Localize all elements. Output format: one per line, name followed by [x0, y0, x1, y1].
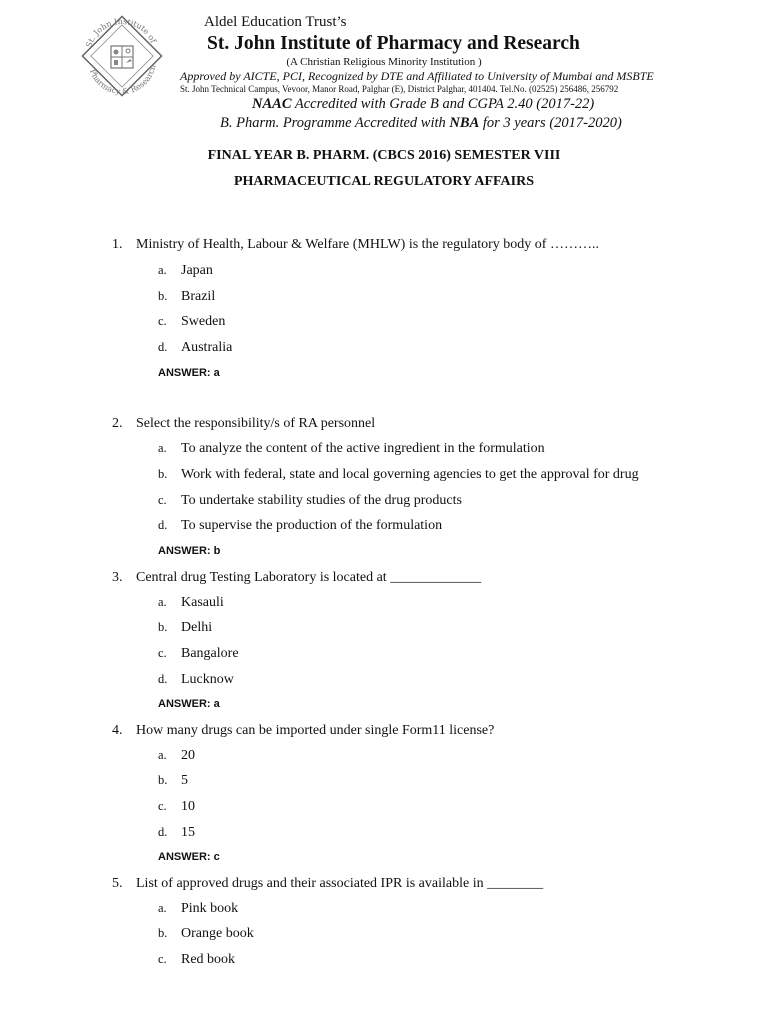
answer-1: ANSWER: a [158, 367, 220, 379]
answer-3: ANSWER: a [158, 698, 220, 710]
question-number: 2. [112, 416, 123, 431]
option-text: To analyze the content of the active ingredient in the formulation [181, 441, 545, 456]
minority-status: (A Christian Religious Minority Institution ) [286, 56, 482, 68]
option-letter: d. [158, 825, 168, 839]
option-text: Pink book [181, 901, 239, 916]
option-5c [158, 952, 235, 968]
question-3 [112, 570, 481, 586]
option-1c [158, 314, 225, 330]
nba-accreditation [220, 115, 622, 132]
option-text: Kasauli [181, 595, 224, 610]
option-2a [158, 441, 545, 457]
question-number: 4. [112, 723, 123, 738]
option-2c [158, 493, 462, 509]
option-letter: a. [158, 595, 167, 609]
question-number: 3. [112, 570, 123, 585]
answer-2: ANSWER: b [158, 545, 221, 557]
option-5b [158, 926, 254, 942]
option-letter: a. [158, 263, 167, 277]
option-letter: b. [158, 289, 168, 303]
option-letter: b. [158, 773, 168, 787]
question-text: List of approved drugs and their associated IPR is available in ________ [136, 876, 544, 891]
nba-label: NBA [449, 115, 480, 131]
question-2 [112, 416, 375, 432]
option-letter: a. [158, 901, 167, 915]
institute-name: St. John Institute of Pharmacy and Research [207, 33, 580, 54]
option-letter: d. [158, 672, 168, 686]
option-text: Brazil [181, 289, 216, 304]
option-text: Japan [181, 263, 213, 278]
option-text: 10 [181, 799, 195, 814]
exam-title: FINAL YEAR B. PHARM. (CBCS 2016) SEMESTER VIII [207, 148, 561, 163]
approval-line: Approved by AICTE, PCI, Recognized by DTE and Affiliated to University of Mumbai and MSBTE [180, 69, 654, 83]
naac-label: NAAC [252, 96, 292, 112]
option-letter: c. [158, 493, 167, 507]
question-text: Ministry of Health, Labour & Welfare (MHLW) is the regulatory body of ……….. [136, 237, 599, 252]
option-text: Work with federal, state and local governing agencies to get the approval for drug [181, 467, 639, 482]
subject-title: PHARMACEUTICAL REGULATORY AFFAIRS [233, 174, 534, 189]
option-text: Australia [181, 340, 233, 355]
option-letter: c. [158, 952, 167, 966]
option-3c [158, 646, 239, 662]
trust-name: Aldel Education Trust’s [204, 14, 347, 30]
option-text: 5 [181, 773, 188, 788]
question-5 [112, 876, 543, 892]
option-letter: a. [158, 748, 167, 762]
option-4c [158, 799, 195, 815]
question-4 [112, 723, 494, 739]
option-text: Red book [181, 952, 236, 967]
option-letter: b. [158, 926, 168, 940]
option-letter: c. [158, 799, 167, 813]
svg-text:Pharmacy & Research: Pharmacy & Research [87, 63, 158, 97]
option-text: Bangalore [181, 646, 239, 661]
option-3d [158, 672, 234, 688]
question-number: 1. [112, 237, 123, 252]
option-text: Sweden [181, 314, 226, 329]
question-text: Central drug Testing Laboratory is located at _____________ [136, 570, 482, 585]
option-3b [158, 620, 212, 636]
question-text: How many drugs can be imported under single Form11 license? [136, 723, 495, 738]
option-text: 15 [181, 825, 195, 840]
option-1a [158, 263, 213, 279]
option-text: To supervise the production of the formulation [181, 518, 443, 533]
option-2b [158, 467, 639, 483]
option-letter: b. [158, 620, 168, 634]
answer-4: ANSWER: c [158, 851, 220, 863]
question-text: Select the responsibility/s of RA personnel [136, 416, 376, 431]
question-number: 5. [112, 876, 123, 891]
option-letter: b. [158, 467, 168, 481]
nba-text-pre: B. Pharm. Programme Accredited with [220, 115, 450, 131]
option-1d [158, 340, 232, 356]
question-1 [112, 237, 599, 253]
option-1b [158, 289, 215, 305]
nba-text-post: for 3 years (2017-2020) [479, 115, 622, 131]
option-letter: d. [158, 340, 168, 354]
option-text: To undertake stability studies of the drug products [181, 493, 462, 508]
option-4b [158, 773, 188, 789]
address-line: St. John Technical Campus, Vevoor, Manor Road, Palghar (E), District Palghar, 401404. Tel.No. (02525) 256486, 256792 [180, 84, 619, 94]
naac-accreditation [252, 96, 594, 113]
option-5a [158, 901, 238, 917]
option-4d [158, 825, 195, 841]
naac-text: Accredited with Grade B and CGPA 2.40 (2017-22) [291, 96, 595, 112]
option-3a [158, 595, 224, 611]
option-letter: c. [158, 314, 167, 328]
option-4a [158, 748, 195, 764]
option-letter: a. [158, 441, 167, 455]
option-letter: c. [158, 646, 167, 660]
option-text: Orange book [181, 926, 254, 941]
option-2d [158, 518, 442, 534]
option-text: Lucknow [181, 672, 234, 687]
option-text: Delhi [181, 620, 213, 635]
svg-text:St. John Institute of: St. John Institute of [84, 16, 158, 49]
option-letter: d. [158, 518, 168, 532]
option-text: 20 [181, 748, 195, 763]
